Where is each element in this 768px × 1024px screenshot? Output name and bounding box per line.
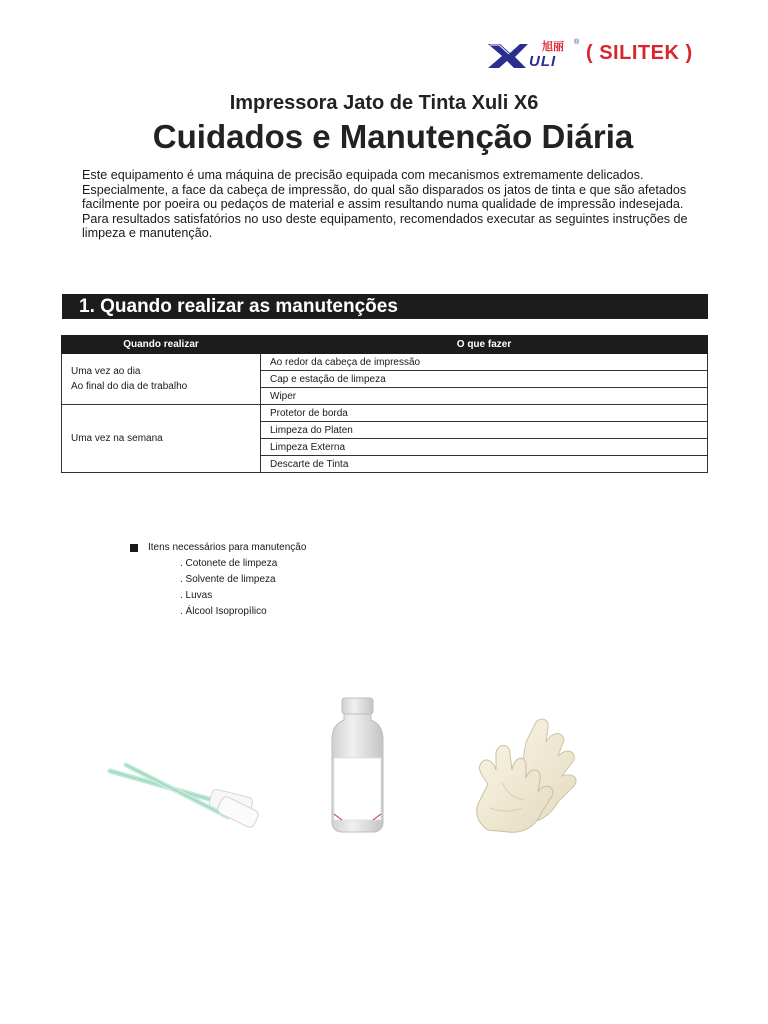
table-row xyxy=(62,405,708,422)
required-items-list xyxy=(130,540,306,620)
task-cell: Limpeza Externa xyxy=(261,439,708,456)
svg-text:旭丽: 旭丽 xyxy=(542,40,564,53)
section-title: 1. Quando realizar as manutenções xyxy=(79,296,398,317)
gloves-image xyxy=(466,712,606,840)
svg-text:ULI: ULI xyxy=(529,53,557,70)
column-header-what: O que fazer xyxy=(261,336,708,354)
brand-logo xyxy=(486,34,726,74)
intro-paragraph: Este equipamento é uma máquina de precisão equipada com mecanismos extremamente delicados. Especialmente, a face da cabeça de impressão, do qual são disparados os jatos de tinta e que são afetados facilmente por poeira ou pedaços de material e assim resultando numa qualidade de impressão indesejada. Para resultados satisfatórios no uso deste equipamento, recomendados executar as seguintes instruções de limpeza e manutenção. xyxy=(82,168,688,241)
when-text: Uma vez na semana xyxy=(71,433,163,444)
when-text: Ao final do dia de trabalho xyxy=(71,381,188,392)
task-cell: Limpeza do Platen xyxy=(261,422,708,439)
column-header-when: Quando realizar xyxy=(62,336,261,354)
table-row xyxy=(62,354,708,371)
task-cell: Ao redor da cabeça de impressão xyxy=(261,354,708,371)
task-cell: Wiper xyxy=(261,388,708,405)
required-items-heading-text: Itens necessários para manutenção xyxy=(148,542,307,553)
list-item: . Cotonete de limpeza xyxy=(180,558,278,569)
list-item: . Luvas xyxy=(180,590,213,601)
swab-image xyxy=(100,745,265,830)
task-cell: Descarte de Tinta xyxy=(261,456,708,473)
svg-text:®: ® xyxy=(574,39,580,46)
square-bullet-icon xyxy=(130,544,138,552)
document-title: Cuidados e Manutenção Diária xyxy=(152,118,634,155)
list-item: . Álcool Isopropílico xyxy=(180,606,267,617)
table-header-row xyxy=(62,336,708,354)
maintenance-schedule-table xyxy=(61,335,708,473)
bottle-image xyxy=(330,694,386,834)
when-cell-daily xyxy=(62,354,261,405)
task-cell: Protetor de borda xyxy=(261,405,708,422)
xuli-logo-mark xyxy=(486,34,586,74)
when-text: Uma vez ao dia xyxy=(71,366,141,377)
section-header-bar xyxy=(62,294,708,319)
required-items-heading xyxy=(130,540,306,556)
task-cell: Cap e estação de limpeza xyxy=(261,371,708,388)
logo-brand-text: ( SILITEK ) xyxy=(586,42,693,64)
document-subtitle: Impressora Jato de Tinta Xuli X6 xyxy=(229,92,539,114)
when-cell-weekly xyxy=(62,405,261,473)
list-item: . Solvente de limpeza xyxy=(180,574,276,585)
